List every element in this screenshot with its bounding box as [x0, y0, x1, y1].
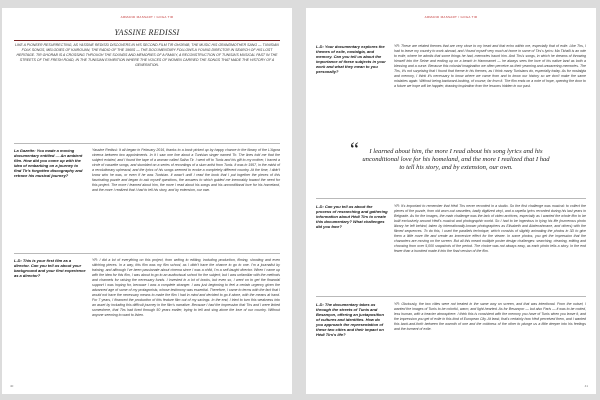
section-divider [316, 198, 586, 199]
right-page [306, 8, 596, 394]
quote-mark-icon: “ [350, 139, 359, 161]
answer-2: YR: I did a lot of everything on this project, from writing to editing, including production, filming, shooting and even stitching pieces. In a way, this film was my film school, as I didn't have the chance to go to one. I'm a journalist by training, and although I've been passionate about cinema since I was a child, I'm a self-taught director. When I came up with the idea for this film, I was about to go to an audiovisual school for the subject, but I was unfamiliar with the methods and channels for raising the necessary funds. I invested in a lot of books, but even so, I went on to get the financial support I was hoping for, because I was a complete stranger. I was just beginning to feel a certain urgency given the advanced age of some of my protagonists, whose testimony was essential. Therefore, I came to terms with the fact that I would not have the necessary means to make the film I had in mind and decided to go it alone, with the means at hand. For 7 years, I financed the production of this feature film out of my savings. In the end, I tried to turn this weakness into an asset by including this difficult journey in the film's narrative. Because I had the impression that Tirs and I were linked somewhere, that Tirs had lived through 50 years earlier, trying to tell and sing alone the love of our country. Without anyone seeming to want to listen. [92, 258, 280, 317]
section-divider [316, 296, 586, 297]
answer-4: YR: It's important to remember that Hédi Tirs never recorded in a studio. So the first challenge was musical: to collect the pieces of the puzzle, from old worn-out cassettes, badly digitized vinyl, and a capella lyrics recorded during his last years in Belgrade. As for the images, the main challenge was the lack of video archives, especially as I wanted the whole film to be built exclusively around Hédi's musical and photographic world. So I had to be ingenious in tying his life (numerous photo library he left behind, taken by internationally-known photographers as Elisabeth and Abderrahmane, and others) with the filmed sequences. To do this, I used the parallels technique, which consists of slightly animating the photos in 3D to give them a little more life and create an immersive effect for the viewer. In some photos, you get the impression that the characters are moving on the screen. But all this meant multiple poster design challenges: searching, cleaning, editing and choosing from over 5,000 snapshots of the period. The choice was not always easy, as each photo tells a story. In the end fewer than a hundred made it into the final version of the film. [394, 204, 586, 253]
question-1: La Gazette: You made a moving documentary entitled — An ambient film. How did you come up with the idea of embarking on a journey to find Tir's forgotten discography and retrace his musical journey? [14, 148, 83, 178]
right-page-number: 41 [584, 384, 588, 388]
answer-5: YR: Obviously, the two cities were not treated in the same way on screen, and that was intentional. From the outset, I wanted the images of Tunis to be colorful, warm, and light-hearted. As for Besançon — but also Paris — it was to be coded, less human, with a heavier atmosphere. I think this is consistent with the memory you have of Tunis when you leave it, and the impression you get of exile in this kind of European City. At least, that's certainly how Hédi perceived them, and I wanted this back-and-forth between the warmth of one and the coldness of the other to plunge us a little deeper into his feelings and the torment of exile. [394, 302, 586, 331]
answer-3: YR: These are related themes that are very close to my heart and that echo within me, especially that of exile. Like Tirs, I had to leave my country to work abroad, and I found myself very much at home in some of Tirs's lyrics: Ma Tkhalli is an ode to exile, where he admits that some things he had, memories haunt him. And Tirs's songs, in which he dreams of throwing himself into the Seine and ending up on a beach in Hammamet — he always sees the love of his native land as both a blessing and a curse. Because this colonial imagination we often perceive as their yearning and unwavering memories. The Tirs, it's not surprising that I found that theme in his themes, as I think many Tunisians do, especially today. As for nostalgia and memory, I think it's necessary to know where we came from and to know our history so we don't make the same mistakes again. Without being backward-looking, of course, far from it. The film ends on a note of hope, opening the door to a future we hope will be happier, drawing inspiration from the lessons hidden in our past. [394, 44, 586, 88]
section-divider [14, 253, 280, 254]
title-divider [14, 40, 280, 41]
pull-quote: I learned about him, the more I read about his song lyrics and his unconditional love for his homeland, and the more I realized that I had to tell his story, and by extension, our own. [362, 148, 550, 172]
question-3: L.D: Your documentary explores the themes of exile, nostalgia, and memory. Can you tell us about the importance of these subjects in your work and what they mean to you personally? [316, 44, 386, 74]
right-running-header: ARMAND MASSART / GOGA TIR [424, 15, 478, 19]
question-5: L.D: The documentary takes us through the streets of Tunis and Besançon, offering an juxtaposition of cultures and identities. How do you approach the representation of these two cities and their impact on Hédi Tirs's life? [316, 302, 384, 337]
question-4: L.D: Can you tell us about the process of researching and gathering information about Hédi Tirs to create this documentary? What challenges did you face? [316, 204, 388, 229]
section-divider [14, 143, 280, 144]
left-page [2, 8, 292, 394]
answer-1: Yassine Redissi: It all began in February 2016, thanks to a book picked up by happy chance in the library of the L'Agora cinema between two appointments. In it I saw one line about a Tunisian singer named Tir. The lines told me that the subject existed, and I found the tape of a woman called Salha Tir. I went off to Tunis and his gift to my mother, I traced a circle of cassette songs, and stumbled on a series of recordings of a slum artist from Tunis. It was in 1957, in the midst of a revolutionary upheaval, and the lyrics of his songs seemed to evoke a completely different country. At the time, I didn't know who he was, or even if he was Tunisian. It wasn't until I read the book that I put together the pieces of this fascinating puzzle and began to ask myself questions, the answers to which guided me inexorably toward the need for this project. The more I learned about him, the more I read about his songs and his unconditional love for his homeland, and the more I realized that I had to tell his story, and by extension, our own. [92, 148, 280, 192]
question-2: L.D: This is your first film as a director. Can you tell us about your background and your first experience as a director? [14, 258, 86, 278]
article-intro: LIKE A PIONEER RESURRECTING, AS YASSINE REDISSI DISCOVERS IN HIS SECOND FILM TIR GHORAB, THE MUSIC HIS GRANDMOTHER SANG — TUNISIAN FOLK SONGS, MELODIES OF KAIROUAN, THE RADIO OF THE 1960S — THE DOCUMENTARY FOLLOWS A YOUNG DIRECTOR IN SEARCH OF HIS LOST HERITAGE. TIR GHORAB IS A CROSSING THROUGH THE SOUNDS AND MEMORIES OF A FAMILY, A RECONSTRUCTION OF TUNISIA'S MUSICAL PAST IN THE STREETS OF THE FRESH ROAD, IN THE TUNISIAN EXHIBITION WHERE THE VOICES OF WOMEN CARRIED THE SONGS THAT MADE THE HISTORY OF A GENERATION. [15, 43, 279, 67]
left-page-number: 40 [10, 384, 14, 388]
article-title: YASSINE REDISSI [114, 28, 180, 37]
left-running-header: ARMAND MASSART / GOGA TIR [120, 15, 174, 19]
